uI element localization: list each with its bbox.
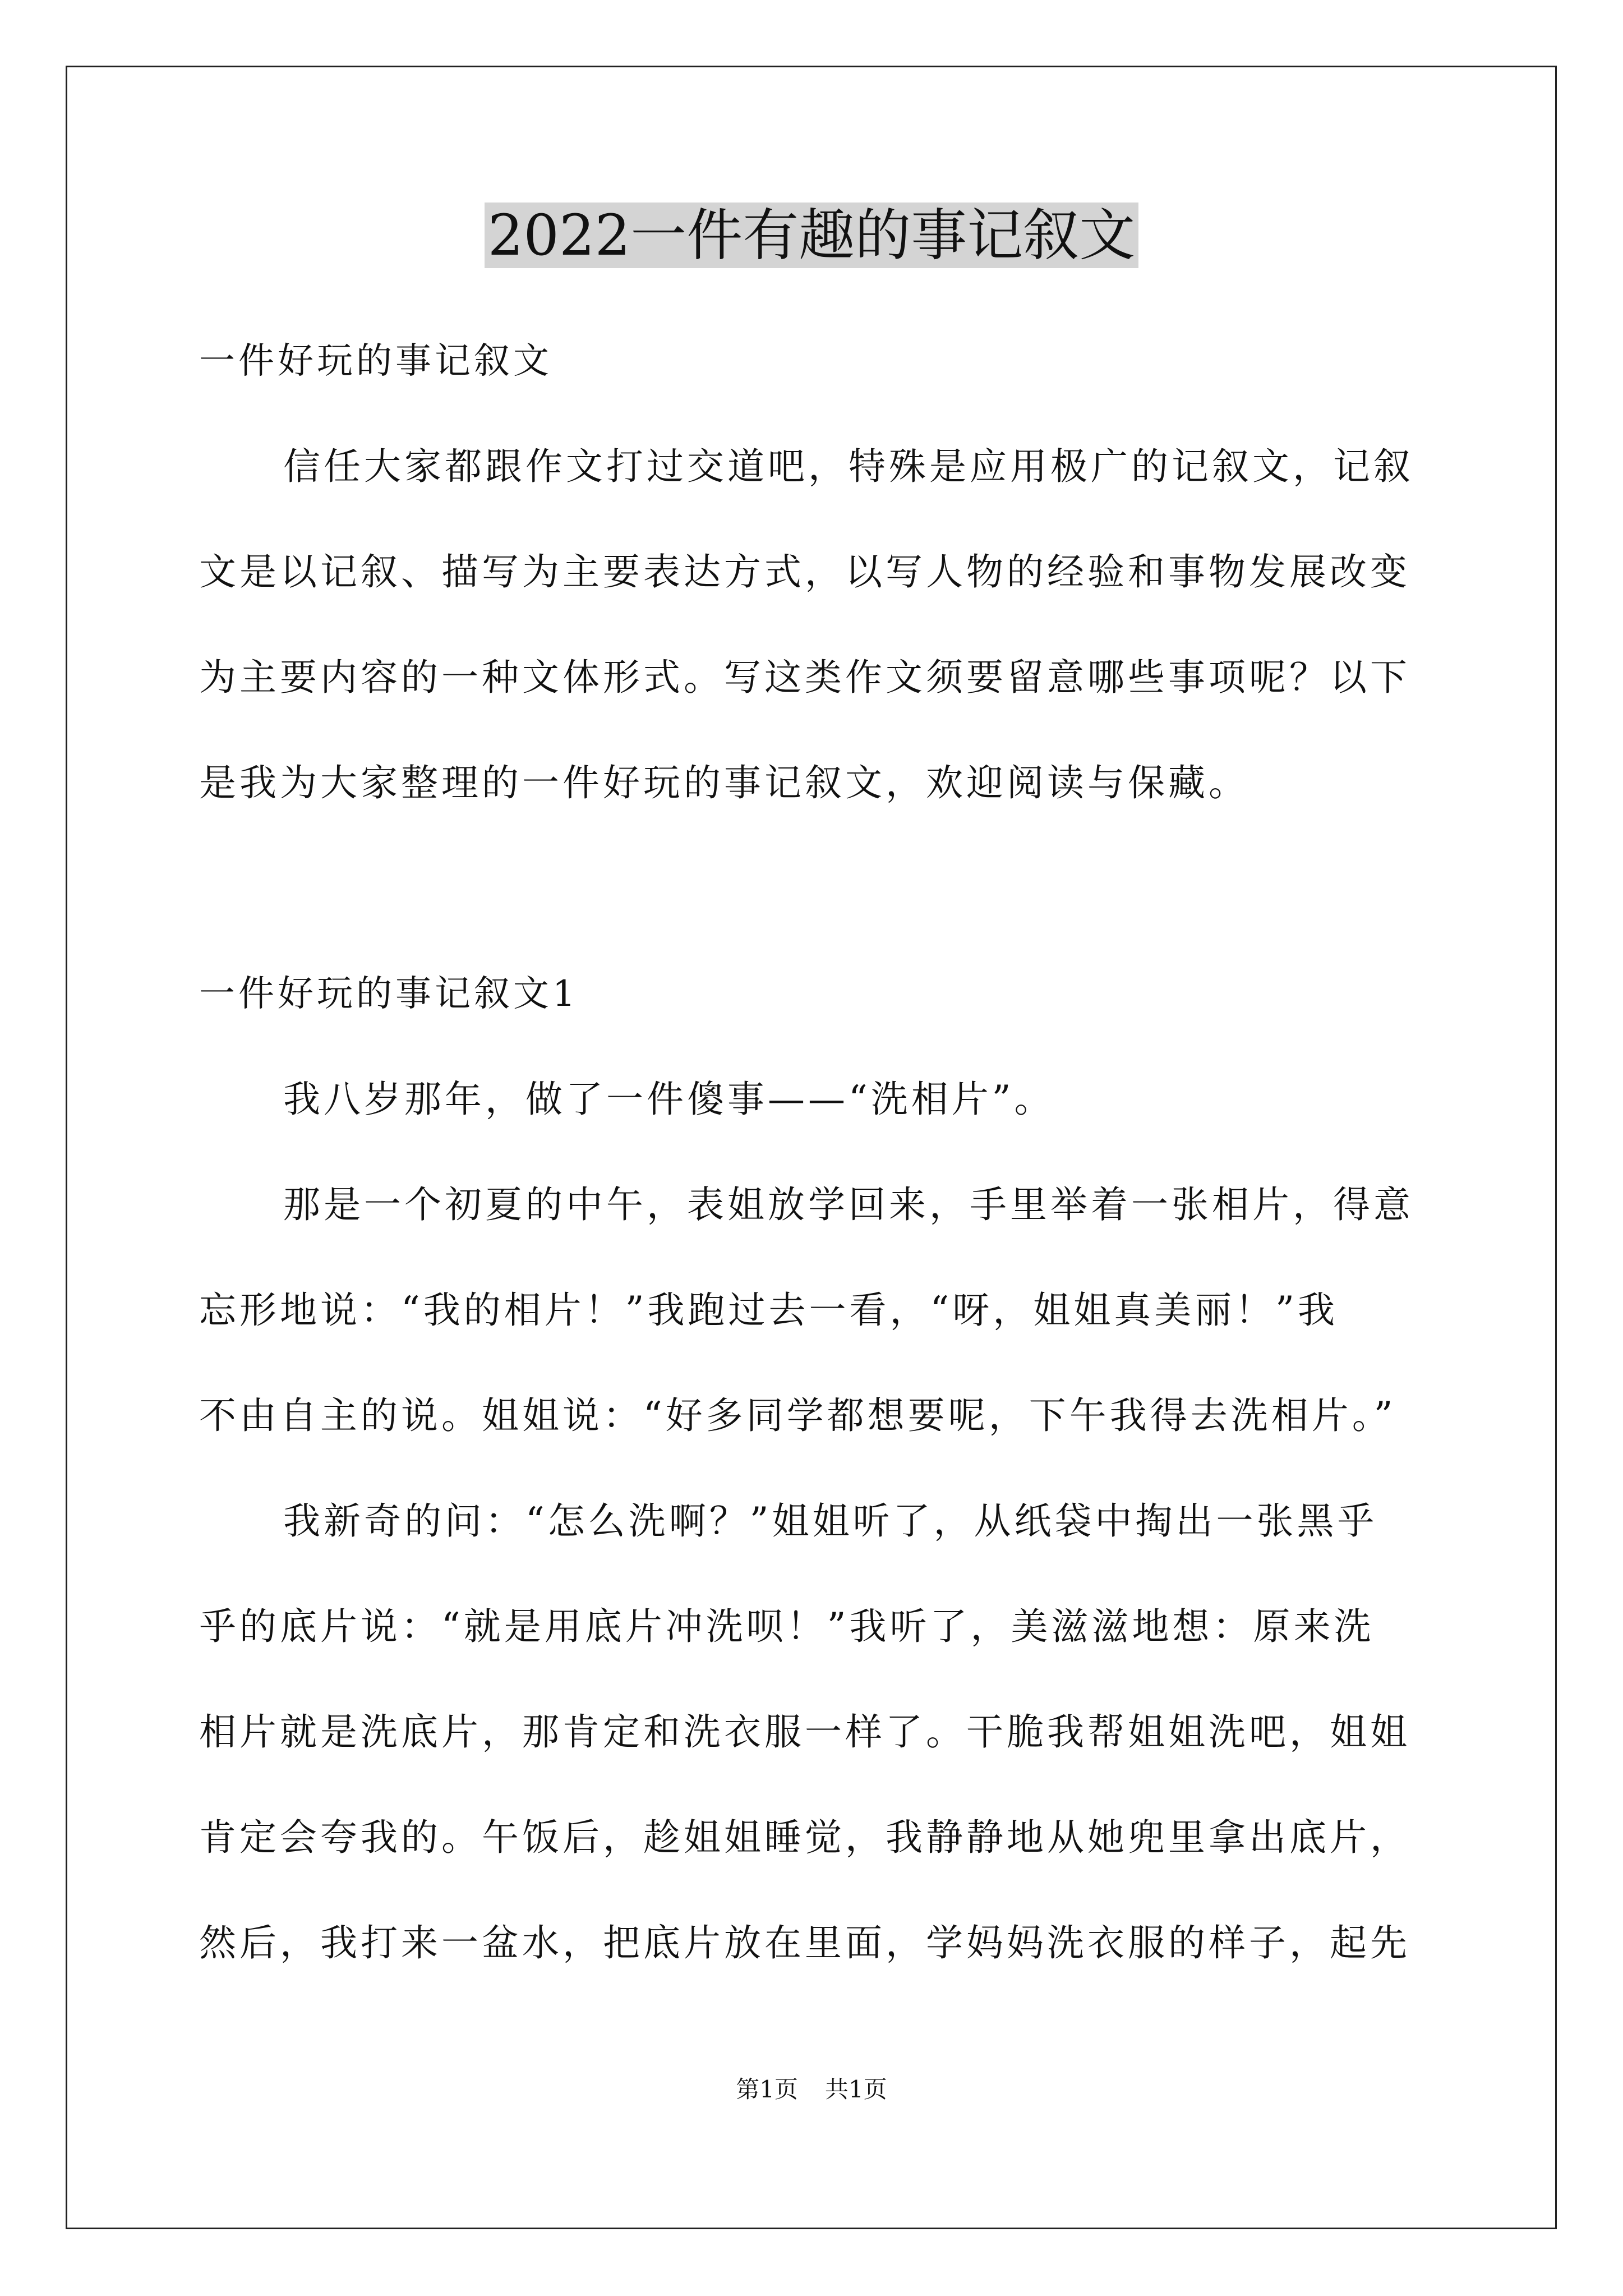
section-heading-intro: 一件好玩的事记叙文 (199, 341, 552, 382)
paragraph-line: 文是以记叙、描写为主要表达方式，以写人物的经验和事物发展改变 (199, 550, 1410, 593)
paragraph-line: 我八岁那年，做了一件傻事——“洗相片”。 (283, 1078, 1055, 1121)
paragraph-line: 然后，我打来一盆水，把底片放在里面，学妈妈洗衣服的样子，起先 (199, 1921, 1410, 1964)
paragraph-line: 那是一个初夏的中午，表姐放学回来，手里举着一张相片，得意 (283, 1183, 1414, 1226)
section-heading-1: 一件好玩的事记叙文1 (199, 973, 579, 1015)
paragraph-line: 我新奇的问：“怎么洗啊？”姐姐听了，从纸袋中掏出一张黑乎 (283, 1499, 1378, 1543)
paragraph-line: 是我为大家整理的一件好玩的事记叙文，欢迎阅读与保藏。 (199, 761, 1249, 804)
paragraph-line: 乎的底片说：“就是用底片冲洗呗！”我听了，美滋滋地想：原来洗 (199, 1605, 1375, 1648)
paragraph-line: 肯定会夸我的。午饭后，趁姐姐睡觉，我静静地从她兜里拿出底片， (199, 1816, 1410, 1859)
blank-line (199, 836, 1427, 941)
page-number: 第1页 (736, 2076, 798, 2103)
paragraph-line: 忘形地说：“我的相片！”我跑过去一看，“呀，姐姐真美丽！”我 (199, 1289, 1338, 1332)
page-total: 共1页 (825, 2076, 887, 2103)
document-body (199, 309, 1427, 1996)
paragraph-line: 不由自主的说。姐姐说：“好多同学都想要呢，下午我得去洗相片。” (199, 1394, 1396, 1437)
document-title: 2022一件有趣的事记叙文 (0, 196, 1623, 275)
paragraph-line: 为主要内容的一种文体形式。写这类作文须要留意哪些事项呢？以下 (199, 656, 1410, 699)
paragraph-line: 信任大家都跟作文打过交道吧，特殊是应用极广的记叙文，记叙 (283, 445, 1414, 488)
paragraph-line: 相片就是洗底片，那肯定和洗衣服一样了。干脆我帮姐姐洗吧，姐姐 (199, 1710, 1410, 1754)
page-footer (0, 2073, 1623, 2106)
